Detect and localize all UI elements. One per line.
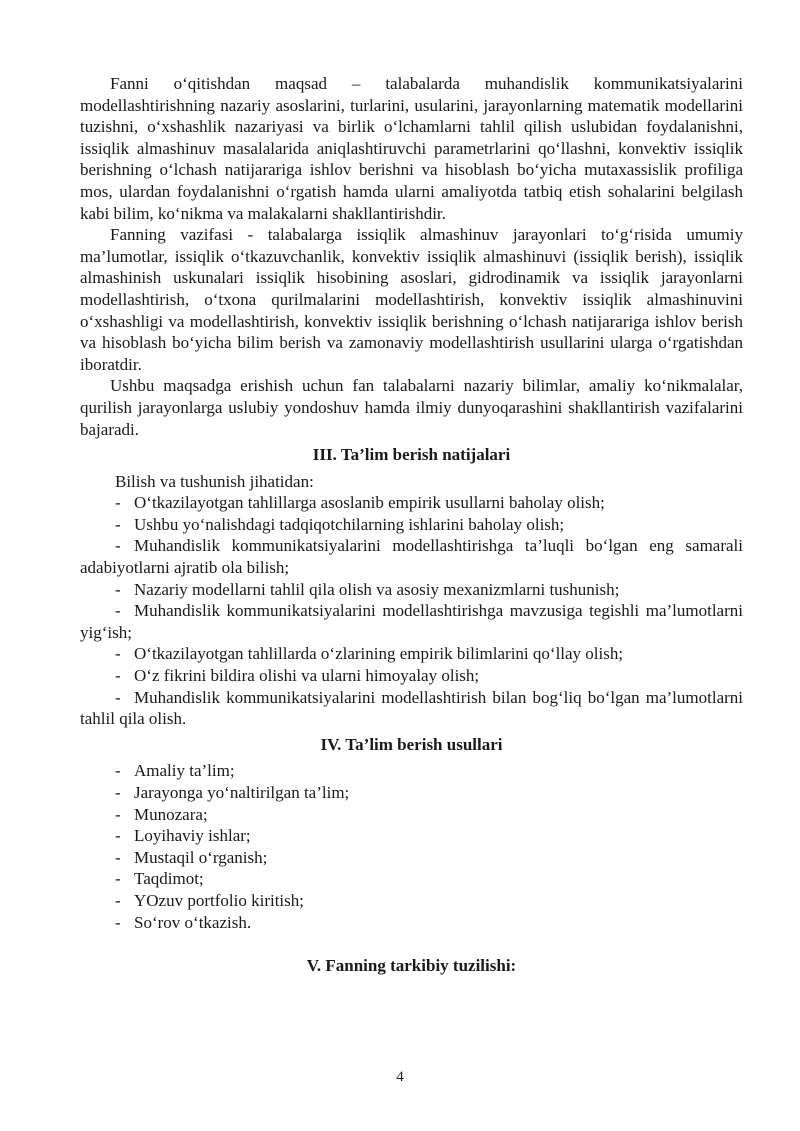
list-dash: - (115, 826, 121, 846)
goal-paragraph: Fanni o‘qitishdan maqsad – talabalarda muhandislik kommunikatsiyalarini modellashtirishning nazariy asoslarini, turlarini, usularini, jarayonlarning matematik modellarini tuzishni, o‘xshashlik nazariyasi va birlik o‘lchamlarni tahlil qilish uslubidan foydalanishni, issiqlik almashinuv masalalarida aniqlashtiruvchi parametrlarini qo‘llashni, konvektiv issiqlik berishning o‘lchash natijarariga ishlov berishni va hisoblash bo‘yicha mutaxassislik profiliga mos, ulardan foydalanishni o‘rgatish hamda ularni amaliyotda tatbiq etish sohalarini belgilash kabi bilim, ko‘nikma va malakalarni shakllantirishdir. (80, 74, 743, 223)
methods-list (80, 760, 743, 933)
list-item: - O‘z fikrini bildira olishi va ularni himoyalay olish; (115, 666, 480, 686)
list-dash: - (115, 869, 121, 889)
list-dash: - (115, 761, 121, 781)
list-item: - So‘rov o‘tkazish. (115, 912, 252, 932)
list-dash: - (115, 912, 121, 932)
list-dash: - (115, 514, 121, 534)
section-4-heading: IV. Ta’lim berish usullari (320, 734, 503, 754)
list-item: - Muhandislik kommunikatsiyalarini modellashtirishga ta’luqli bo‘lgan eng samarali adabiyotlarni ajratib ola bilish; (80, 536, 743, 578)
list-item: - Muhandislik kommunikatsiyalarini modellashtirishga mavzusiga tegishli ma’lumotlarni yig‘ish; (80, 601, 743, 642)
list-item: - YOzuv portfolio kiritish; (115, 890, 304, 910)
list-dash: - (115, 579, 121, 599)
list-dash: - (115, 493, 121, 513)
list-item: - Muhandislik kommunikatsiyalarini modellashtirish bilan bog‘liq bo‘lgan ma’lumotlarni tahlil qila olish. (80, 687, 743, 729)
list-dash: - (115, 666, 121, 686)
list-item: - Amaliy ta’lim; (115, 761, 235, 781)
list-item: - Loyihaviy ishlar; (115, 826, 251, 846)
outcomes-list (80, 492, 743, 730)
list-dash: - (115, 536, 121, 556)
purpose-paragraph: Ushbu maqsadga erishish uchun fan talabalarni nazariy bilimlar, amaliy ko‘nikmalalar, qurilish jarayonlarga uslubiy yondoshuv hamda ilmiy dunyoqarashini shakllantirish vazifalarini bajaradi. (80, 376, 743, 439)
list-item: - O‘tkazilayotgan tahlillarga asoslanib empirik usullarni baholay olish; (115, 493, 605, 513)
page-number: 4 (396, 1069, 404, 1085)
document-body (80, 73, 743, 982)
section-5-heading: V. Fanning tarkibiy tuzilishi: (306, 956, 517, 976)
list-item: - Nazariy modellarni tahlil qila olish va asosiy mexanizmlarni tushunish; (115, 579, 620, 599)
list-dash: - (115, 783, 121, 802)
list-dash: - (115, 847, 121, 867)
list-item: - Munozara; (115, 804, 208, 824)
list-dash: - (115, 687, 121, 707)
list-item: - Mustaqil o‘rganish; (115, 847, 268, 867)
list-item: - Jarayonga yo‘naltirilgan ta’lim; (115, 783, 350, 802)
list-dash: - (115, 804, 121, 824)
list-dash: - (115, 890, 121, 910)
list-item: - O‘tkazilayotgan tahlillarda o‘zlarining empirik bilimlarini qo‘llay olish; (115, 644, 624, 664)
list-item: - Taqdimot; (115, 869, 204, 889)
list-item: - Ushbu yo‘nalishdagi tadqiqotchilarning ishlarini baholay olish; (115, 514, 565, 534)
list-dash: - (115, 601, 121, 621)
list-dash: - (115, 644, 121, 664)
outcomes-intro: Bilish va tushunish jihatidan: (115, 471, 314, 491)
tasks-paragraph: Fanning vazifasi - talabalarga issiqlik almashinuv jarayonlari to‘g‘risida umumiy ma’lumotlar, issiqlik o‘tkazuvchanlik, konvektiv issiqlik almashinuvi (issiqlik berish), issiqlik almashinish uskunalari issiqlik hisobining asoslari, gidrodinamik va issiqlik jarayonlarni modellashtirish, o‘txona qurilmalarini modellashtirish, konvektiv issiqlik almashinuvini o‘xshashligi va modellashtirish, konvektiv issiqlik berishning o‘lchash natijarariga ishlov berish va hisoblash bo‘yicha bilim berish va zamonaviy modellashtirish usullarini ularga o‘rgatishdan iboratdir. (80, 225, 743, 374)
section-3-heading: III. Ta’lim berish natijalari (312, 445, 511, 465)
